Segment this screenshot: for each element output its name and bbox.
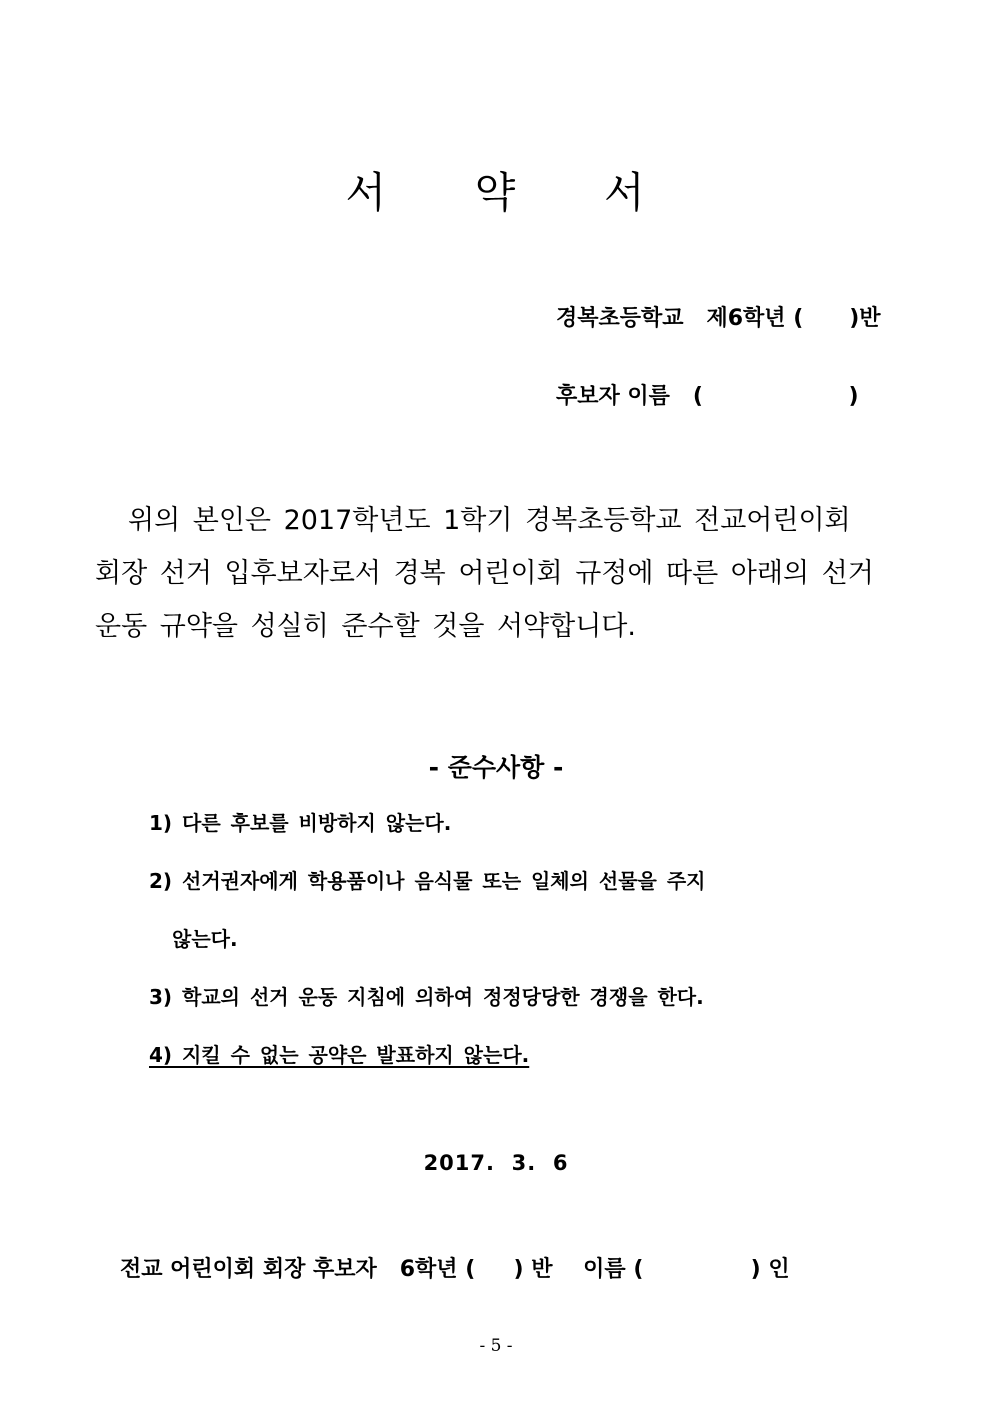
rule-item-4: 4) 지킬 수 없는 공약은 발표하지 않는다.: [149, 1043, 530, 1067]
rule-item-3: 3) 학교의 선거 운동 지침에 의하여 정정당당한 경쟁을 한다.: [149, 985, 704, 1009]
school-class-line: 경복초등학교 제6학년 ( )반: [556, 306, 881, 331]
signature-line: 전교 어린이회 회장 후보자 6학년 ( ) 반 이름 ( ) 인: [120, 1257, 790, 1282]
pledge-text-line-1: 위의 본인은 2017학년도 1학기 경복초등학교 전교어린이회: [128, 505, 851, 536]
rule-item-2: 2) 선거권자에게 학용품이나 음식물 또는 일체의 선물을 주지: [149, 869, 706, 893]
pledge-date: 2017. 3. 6: [423, 1151, 569, 1175]
rules-heading: - 준수사항 -: [428, 753, 564, 782]
candidate-name-line: 후보자 이름 ( ): [556, 384, 859, 409]
pledge-text-line-3: 운동 규약을 성실히 준수할 것을 서약합니다.: [95, 611, 636, 642]
pledge-text-line-2: 회장 선거 입후보자로서 경복 어린이회 규정에 따른 아래의 선거: [95, 558, 874, 589]
rule-item-2-continued: 않는다.: [172, 927, 238, 951]
rule-item-1: 1) 다른 후보를 비방하지 않는다.: [149, 811, 452, 835]
page-number: - 5 -: [479, 1336, 513, 1356]
document-title: 서 약 서: [345, 168, 647, 217]
